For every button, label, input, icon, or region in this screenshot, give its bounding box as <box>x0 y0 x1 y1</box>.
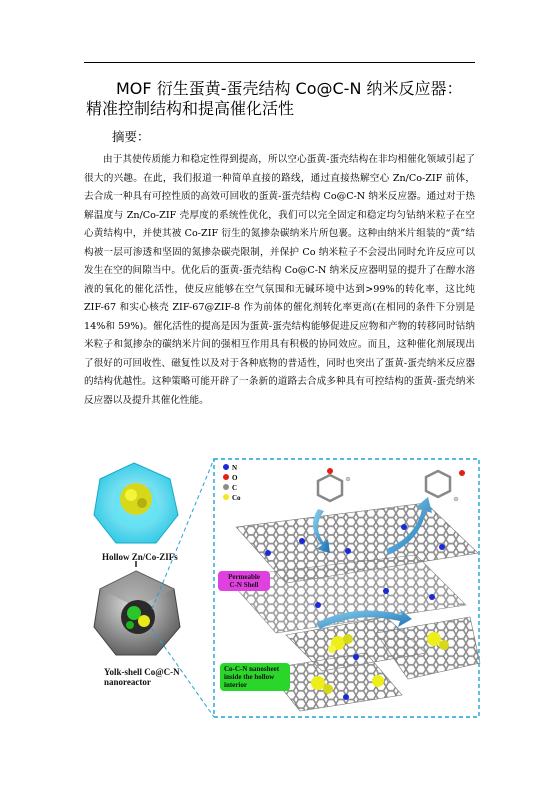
label-yolk-shell-line2: nanoreactor <box>104 677 151 687</box>
reactant-molecule <box>318 468 350 501</box>
element-legend <box>223 464 241 502</box>
abstract-body <box>84 151 475 410</box>
tag-permeable-line1: Permeable <box>228 573 260 581</box>
header-rule <box>84 62 475 63</box>
tag-nanosheet <box>220 663 290 691</box>
tag-nanosheet-line2: inside the hollow <box>224 673 275 681</box>
abstract-paragraph: 由于其使传质能力和稳定性得到提高，所以空心蛋黄-蛋壳结构在非均相催化领域引起了很大的兴趣。在此，我们报道一种简单直接的路线，通过直接热解空心 Zn/Co-ZIF 前体，去合成一种具有可控性质的高效可回收的蛋黄-蛋壳结构 Co@C-N 纳米反应器。通过对于热解温度与 Zn/Co-ZIF 壳厚度的系统性优化，我们可以完全固定和稳定均匀钴纳米粒子在空心黄结构中，并使其被 Co-ZIF 衍生的氮掺杂碳纳米片所包裹。这种由纳米片组装的“黄”结构被一层可渗透和坚固的氮掺杂碳壳限制，并保护 Co 纳米粒子不会浸出同时允许反应可以发生在空的间隙当中。优化后的蛋黄-蛋壳结构 Co@C-N 纳米反应器明显的提升了在醇水溶液的氧化的催化活性，使反应能够在空气氛围和无碱环境中达到>99%的转化率，这比纯 ZIF-67 和实心核壳 ZIF-67@ZIF-8 作为前体的催化剂转化率更高(在相同的条件下分别是 14%和 59%)。催化活性的提高是因为蛋黄-蛋壳结构能够促进反应物和产物的转移同时钴纳米粒子和氮掺杂的碳纳米片间的强相互作用具有积极的协同效应。而且，这种催化剂展现出了很好的可回收性、磁复性以及对于各种底物的普适性，同时也突出了蛋黄-蛋壳纳米反应器的结构优越性。这种策略可能开辟了一条新的道路去合成多种具有可控结构的蛋黄-蛋壳纳米反应器以及提升其催化性能。 <box>84 154 475 406</box>
title-line-2: 精准控制结构和提高催化活性 <box>86 99 295 118</box>
legend-c-dot <box>223 484 229 490</box>
tag-nanosheet-line3: interior <box>224 681 247 689</box>
tag-nanosheet-line1: Co-C-N nanosheet <box>224 665 280 673</box>
abstract-heading: 摘要： <box>112 129 150 144</box>
legend-co-label: Co <box>232 494 241 502</box>
label-hollow-zif: Hollow Zn/Co-ZIFs <box>102 552 178 562</box>
label-yolk-shell <box>104 667 180 687</box>
legend-n-dot <box>223 464 229 470</box>
tag-permeable-line2: C-N Shell <box>229 581 259 589</box>
paper-title <box>86 79 506 119</box>
tag-permeable-shell <box>218 571 270 591</box>
label-yolk-shell-line1: Yolk-shell Co@C-N <box>104 667 180 677</box>
title-line-1: MOF 衍生蛋黄-蛋壳结构 Co@C-N 纳米反应器： <box>116 79 463 98</box>
legend-c-label: C <box>232 484 238 492</box>
legend-co-dot <box>223 494 229 500</box>
legend-o-label: O <box>232 474 238 482</box>
yolk-shell-crystal <box>94 571 180 655</box>
figure-graphical-abstract <box>86 457 482 722</box>
product-molecule <box>426 470 465 501</box>
legend-n-label: N <box>232 464 238 472</box>
legend-o-dot <box>223 474 229 480</box>
hollow-zif-crystal <box>94 463 178 543</box>
